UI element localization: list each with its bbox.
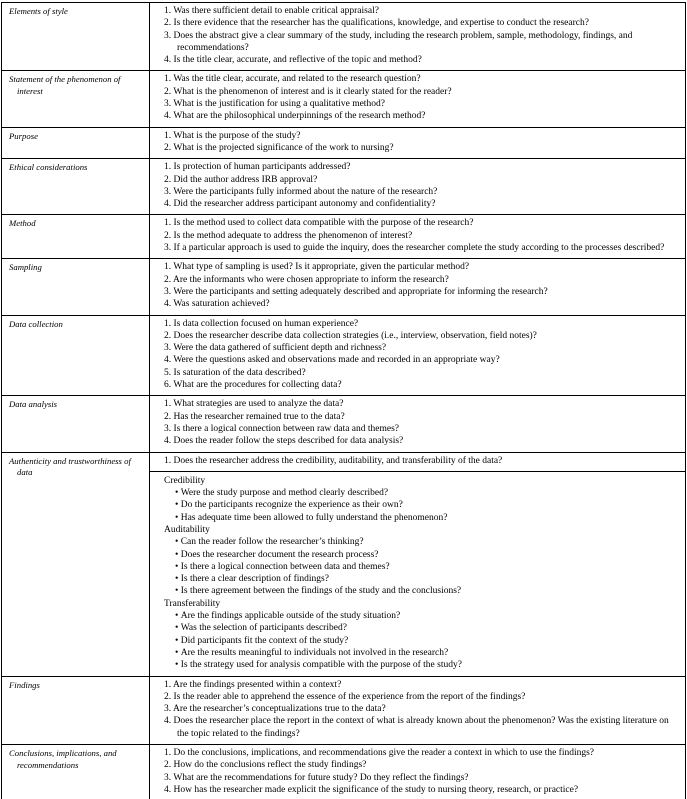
category-label: Ethical considerations xyxy=(9,162,88,173)
bullet-question: • Are the results meaningful to individuals not involved in the research? xyxy=(164,647,682,659)
bullet-question: • Is there a logical connection between data and themes? xyxy=(164,561,682,573)
numbered-question: 3. What is the justification for using a qualitative method? xyxy=(164,99,385,110)
numbered-question: 2. Does the researcher describe data collection strategies (i.e., interview, observation, field notes)? xyxy=(164,330,537,341)
bullet-question: • Did participants fit the context of the study? xyxy=(164,635,682,647)
numbered-question: 2. Has the researcher remained true to the data? xyxy=(164,411,345,422)
numbered-question: 4. Did the researcher address participant autonomy and confidentiality? xyxy=(164,199,436,210)
numbered-question: 1. Is the method used to collect data compatible with the purpose of the research? xyxy=(164,218,474,229)
bullet-question: • Are the findings applicable outside of the study situation? xyxy=(164,610,682,622)
cell-section xyxy=(150,128,685,159)
bullet-question: • Does the researcher document the research process? xyxy=(164,549,682,561)
cell-section xyxy=(150,745,685,799)
category-label: Purpose xyxy=(9,130,38,141)
numbered-question: 3. Were the participants and setting adequately described and appropriate for informing the research? xyxy=(164,286,548,297)
questions-cell xyxy=(149,71,685,126)
cell-section xyxy=(150,316,685,396)
numbered-question: 3. What are the recommendations for future study? Do they reflect the findings? xyxy=(164,772,469,783)
bullet-question: • Has adequate time been allowed to fully understand the phenomenon? xyxy=(164,512,682,524)
cell-section xyxy=(150,3,685,70)
category-label: Method xyxy=(9,218,36,229)
numbered-question: 1. Are the findings presented within a context? xyxy=(164,679,342,690)
numbered-question: 4. Does the reader follow the steps described for data analysis? xyxy=(164,436,404,447)
criteria-subheading: Transferability xyxy=(164,598,221,609)
numbered-question: 6. What are the procedures for collecting data? xyxy=(164,380,342,391)
table-row xyxy=(2,395,685,451)
cell-section xyxy=(150,259,685,314)
criteria-subheading: Credibility xyxy=(164,475,206,486)
numbered-question: 2. Is the reader able to apprehend the essence of the experience from the report of the findings? xyxy=(164,691,526,702)
numbered-question: 3. Are the researcher’s conceptualizations true to the data? xyxy=(164,704,386,715)
numbered-question: 3. Is there a logical connection between raw data and themes? xyxy=(164,423,400,434)
numbered-question: 4. Was saturation achieved? xyxy=(164,299,270,310)
table-row xyxy=(2,127,685,159)
numbered-question: 2. What is the phenomenon of interest and is it clearly stated for the reader? xyxy=(164,86,452,97)
table-row xyxy=(2,452,685,676)
questions-cell xyxy=(149,128,685,159)
numbered-question: 1. Do the conclusions, implications, and recommendations give the reader a context in which to use the findings? xyxy=(164,748,595,759)
questions-cell xyxy=(149,745,685,799)
numbered-question: 4. How has the researcher made explicit the significance of the study to nursing theory, research, or practice? xyxy=(164,784,579,795)
bullet-question: • Is the strategy used for analysis compatible with the purpose of the study? xyxy=(164,659,682,671)
numbered-question: 3. Were the participants fully informed about the nature of the research? xyxy=(164,186,438,197)
numbered-question: 3. If a particular approach is used to guide the inquiry, does the researcher complete the study according to the processes described? xyxy=(164,243,665,254)
numbered-question: 2. Is there evidence that the researcher has the qualifications, knowledge, and expertise to conduct the research? xyxy=(164,18,589,29)
cell-section xyxy=(150,677,685,744)
numbered-question: 1. Does the researcher address the credibility, auditability, and transferability of the data? xyxy=(164,455,503,466)
numbered-question: 1. Is data collection focused on human experience? xyxy=(164,318,359,329)
numbered-question: 4. Were the questions asked and observations made and recorded in an appropriate way? xyxy=(164,355,500,366)
bullet-question: • Do the participants recognize the experience as their own? xyxy=(164,499,682,511)
category-label: Authenticity and trustworthiness of data xyxy=(9,455,131,478)
numbered-question: 2. Did the author address IRB approval? xyxy=(164,174,318,185)
category-label: Conclusions, implications, and recommendations xyxy=(9,748,117,770)
numbered-question: 4. Is the title clear, accurate, and reflective of the topic and method? xyxy=(164,55,422,66)
table-row xyxy=(2,214,685,258)
bullet-question: • Was the selection of participants described? xyxy=(164,622,682,634)
questions-cell xyxy=(149,259,685,314)
cell-section xyxy=(150,396,685,451)
cell-section xyxy=(150,471,685,676)
cell-section xyxy=(150,71,685,126)
numbered-question: 4. Does the researcher place the report in the context of what is already known about the phenomenon? Was the existing literature on the topic related to the findings? xyxy=(164,716,669,739)
numbered-question: 4. What are the philosophical underpinnings of the research method? xyxy=(164,111,426,122)
numbered-question: 1. Was the title clear, accurate, and related to the research question? xyxy=(164,74,421,85)
numbered-question: 1. What strategies are used to analyze the data? xyxy=(164,399,344,410)
questions-cell xyxy=(149,453,685,676)
table-row xyxy=(2,315,685,396)
numbered-question: 1. What type of sampling is used? Is it appropriate, given the particular method? xyxy=(164,262,470,273)
table-row xyxy=(2,676,685,744)
numbered-question: 2. What is the projected significance of the work to nursing? xyxy=(164,142,394,153)
table-row xyxy=(2,158,685,214)
category-label: Data collection xyxy=(9,318,63,329)
questions-cell xyxy=(149,396,685,451)
table-row xyxy=(2,70,685,126)
numbered-question: 3. Were the data gathered of sufficient depth and richness? xyxy=(164,343,387,354)
numbered-question: 1. What is the purpose of the study? xyxy=(164,130,301,141)
cell-section xyxy=(150,453,685,471)
bullet-question: • Can the reader follow the researcher’s thinking? xyxy=(164,536,682,548)
questions-cell xyxy=(149,215,685,258)
category-label: Findings xyxy=(9,679,40,690)
numbered-question: 3. Does the abstract give a clear summary of the study, including the research problem, sample, methodology, findings, and recommendations? xyxy=(164,30,633,53)
bullet-question: • Were the study purpose and method clearly described? xyxy=(164,487,682,499)
critique-criteria-table xyxy=(1,2,686,799)
questions-cell xyxy=(149,316,685,396)
questions-cell xyxy=(149,159,685,214)
table-row xyxy=(2,258,685,314)
table-row xyxy=(2,3,685,70)
numbered-question: 5. Is saturation of the data described? xyxy=(164,367,306,378)
cell-section xyxy=(150,159,685,214)
numbered-question: 2. Is the method adequate to address the phenomenon of interest? xyxy=(164,230,413,241)
numbered-question: 2. How do the conclusions reflect the study findings? xyxy=(164,760,367,771)
numbered-question: 1. Was there sufficient detail to enable critical appraisal? xyxy=(164,6,379,16)
category-label: Data analysis xyxy=(9,399,58,410)
table-row xyxy=(2,744,685,799)
questions-cell xyxy=(149,3,685,70)
numbered-question: 1. Is protection of human participants addressed? xyxy=(164,162,351,173)
category-label: Statement of the phenomenon of interest xyxy=(9,74,121,97)
bullet-question: • Is there a clear description of findings? xyxy=(164,573,682,585)
bullet-question: • Is there agreement between the findings of the study and the conclusions? xyxy=(164,585,682,597)
questions-cell xyxy=(149,677,685,744)
category-label: Elements of style xyxy=(9,6,68,16)
cell-section xyxy=(150,215,685,258)
category-label: Sampling xyxy=(9,262,42,273)
criteria-subheading: Auditability xyxy=(164,524,210,535)
numbered-question: 2. Are the informants who were chosen appropriate to inform the research? xyxy=(164,274,449,285)
